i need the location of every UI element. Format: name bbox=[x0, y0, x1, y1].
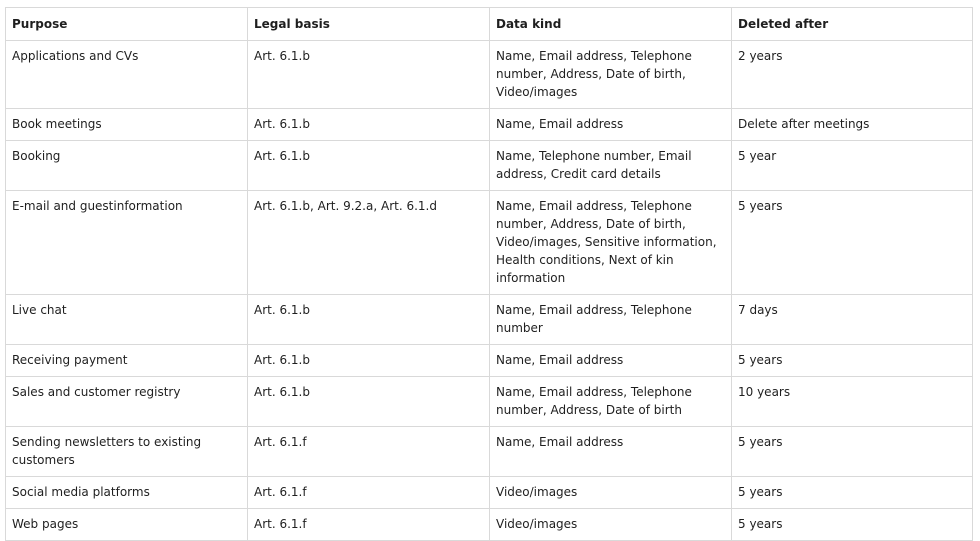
table-row bbox=[6, 377, 973, 427]
cell-data-kind: Name, Telephone number, Email address, Credit card details bbox=[490, 141, 732, 191]
header-data-kind: Data kind bbox=[490, 8, 732, 41]
cell-deleted-after: 5 years bbox=[732, 427, 973, 477]
cell-deleted-after: 5 years bbox=[732, 509, 973, 541]
cell-purpose: Web pages bbox=[6, 509, 248, 541]
header-row bbox=[6, 8, 973, 41]
table-header bbox=[6, 8, 973, 41]
table-row bbox=[6, 191, 973, 295]
cell-deleted-after: 5 years bbox=[732, 191, 973, 295]
cell-data-kind: Name, Email address, Telephone number, Address, Date of birth, Video/images, Sensitive information, Health conditions, Next of kin information bbox=[490, 191, 732, 295]
header-purpose: Purpose bbox=[6, 8, 248, 41]
cell-purpose: Live chat bbox=[6, 295, 248, 345]
header-legal-basis: Legal basis bbox=[248, 8, 490, 41]
cell-data-kind: Name, Email address, Telephone number, Address, Date of birth, Video/images bbox=[490, 41, 732, 109]
cell-purpose: Booking bbox=[6, 141, 248, 191]
data-processing-table bbox=[5, 7, 973, 541]
table-row bbox=[6, 477, 973, 509]
cell-legal-basis: Art. 6.1.b bbox=[248, 377, 490, 427]
table-body bbox=[6, 41, 973, 541]
cell-deleted-after: 7 days bbox=[732, 295, 973, 345]
cell-legal-basis: Art. 6.1.b bbox=[248, 141, 490, 191]
table-row bbox=[6, 509, 973, 541]
cell-legal-basis: Art. 6.1.f bbox=[248, 509, 490, 541]
cell-purpose: Book meetings bbox=[6, 109, 248, 141]
cell-purpose: E-mail and guestinformation bbox=[6, 191, 248, 295]
cell-purpose: Sales and customer registry bbox=[6, 377, 248, 427]
table-row bbox=[6, 295, 973, 345]
cell-purpose: Social media platforms bbox=[6, 477, 248, 509]
table-row bbox=[6, 427, 973, 477]
cell-deleted-after: 5 years bbox=[732, 477, 973, 509]
cell-data-kind: Video/images bbox=[490, 509, 732, 541]
cell-deleted-after: Delete after meetings bbox=[732, 109, 973, 141]
cell-purpose: Applications and CVs bbox=[6, 41, 248, 109]
cell-data-kind: Name, Email address, Telephone number, Address, Date of birth bbox=[490, 377, 732, 427]
cell-legal-basis: Art. 6.1.b bbox=[248, 109, 490, 141]
cell-data-kind: Name, Email address bbox=[490, 109, 732, 141]
cell-data-kind: Name, Email address, Telephone number bbox=[490, 295, 732, 345]
cell-data-kind: Name, Email address bbox=[490, 345, 732, 377]
cell-legal-basis: Art. 6.1.b, Art. 9.2.a, Art. 6.1.d bbox=[248, 191, 490, 295]
table-row bbox=[6, 109, 973, 141]
cell-deleted-after: 5 year bbox=[732, 141, 973, 191]
cell-legal-basis: Art. 6.1.b bbox=[248, 295, 490, 345]
table-row bbox=[6, 41, 973, 109]
cell-data-kind: Video/images bbox=[490, 477, 732, 509]
cell-purpose: Receiving payment bbox=[6, 345, 248, 377]
cell-purpose: Sending newsletters to existing customers bbox=[6, 427, 248, 477]
table-row bbox=[6, 345, 973, 377]
cell-legal-basis: Art. 6.1.b bbox=[248, 345, 490, 377]
cell-deleted-after: 10 years bbox=[732, 377, 973, 427]
cell-deleted-after: 5 years bbox=[732, 345, 973, 377]
table-row bbox=[6, 141, 973, 191]
cell-legal-basis: Art. 6.1.f bbox=[248, 477, 490, 509]
cell-legal-basis: Art. 6.1.f bbox=[248, 427, 490, 477]
cell-deleted-after: 2 years bbox=[732, 41, 973, 109]
cell-data-kind: Name, Email address bbox=[490, 427, 732, 477]
header-deleted-after: Deleted after bbox=[732, 8, 973, 41]
cell-legal-basis: Art. 6.1.b bbox=[248, 41, 490, 109]
